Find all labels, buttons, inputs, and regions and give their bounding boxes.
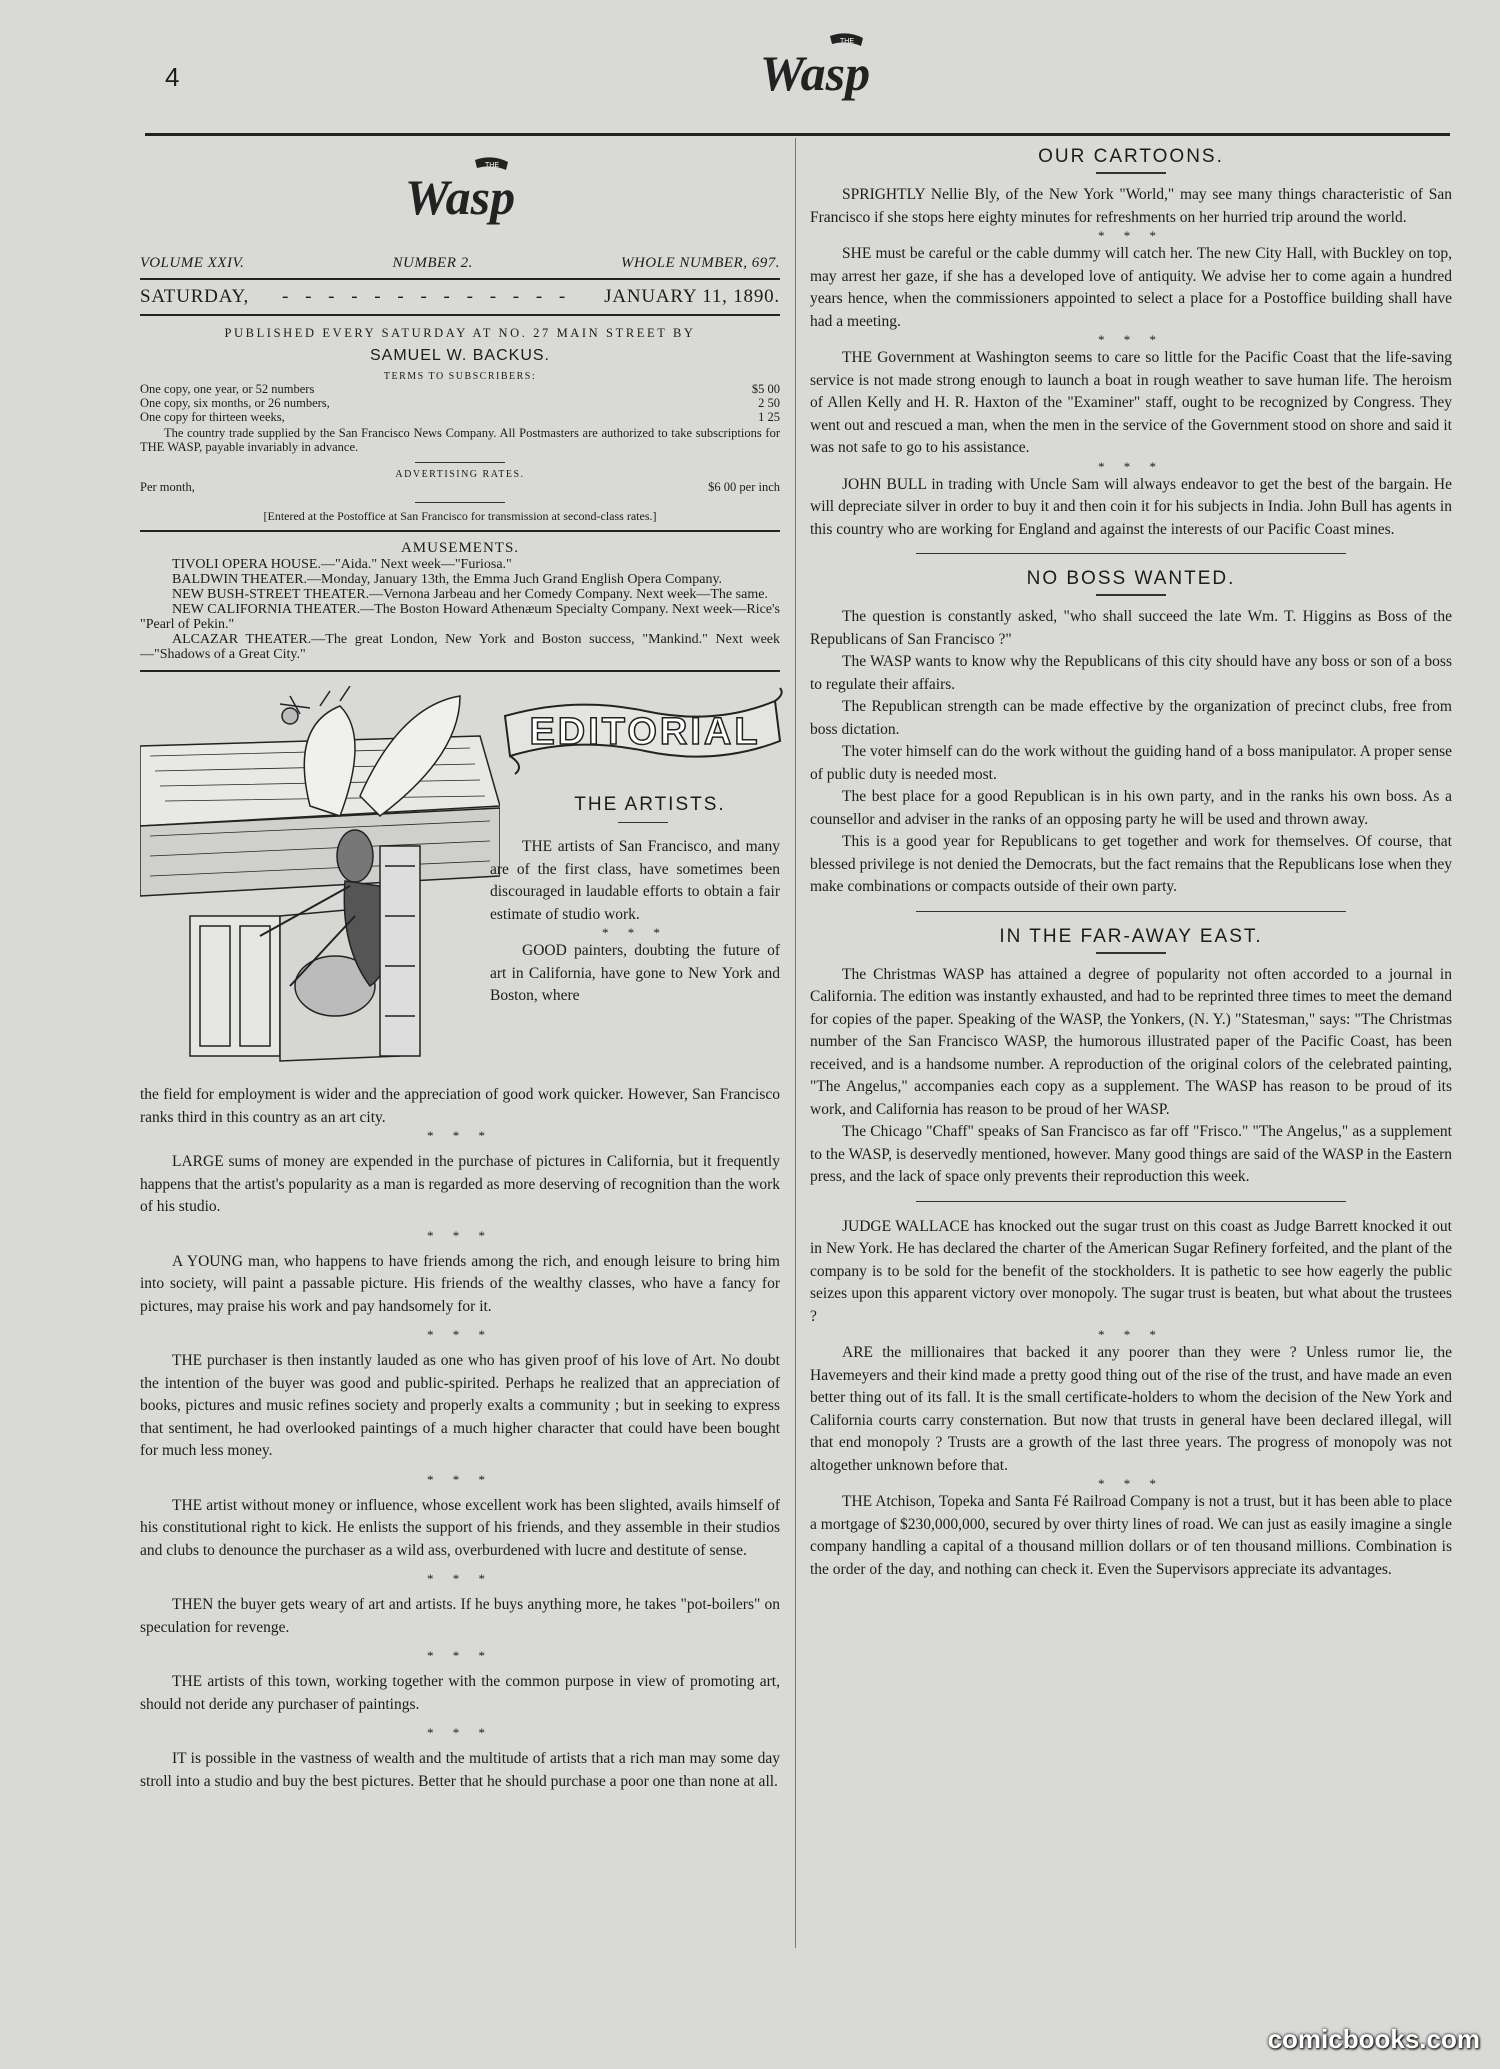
- editorial-illustration: [140, 686, 780, 1084]
- paragraph: THE artist without money or influence, whose excellent work has been slighted, avails himself of his constitutional right to kick. He enlists the support of his friends, and they assemble in their studios and clubs to denounce the purchaser as a wild ass, overburdened with lucre and destitute of sense.: [140, 1496, 780, 1559]
- paragraph: THE Atchison, Topeka and Santa Fé Railroad Company is not a trust, but it has been able to place a mortgage of $230,000,000, secured by over thirty lines of road. We can just as easily imagine a single company handling a capital of a thousand million dollars or of ten thousand millions. Combination is the order of the day, and nothing can check it. Even the Supervisors appreciate its advantages.: [810, 1493, 1452, 1578]
- rule: [140, 314, 780, 316]
- stars: * * *: [1098, 1327, 1164, 1342]
- amusement-item: ALCAZAR THEATER.—The great London, New York and Boston success, "Mankind." Next week—"Shadows of a Great City.": [140, 632, 780, 662]
- watermark: comicbooks.com: [1267, 2024, 1480, 2054]
- date-dashes: - - - - - - - - - - - - -: [282, 286, 572, 307]
- trade-notice: The country trade supplied by the San Francisco News Company. All Postmasters are authorized to take subscriptions for THE WASP, payable invariably in advance.: [140, 426, 780, 454]
- issue-number: NUMBER 2.: [392, 255, 473, 271]
- svg-text:Wasp: Wasp: [404, 169, 516, 225]
- date: JANUARY 11, 1890.: [604, 286, 780, 307]
- stars: * * *: [427, 1471, 493, 1487]
- amusement-item: TIVOLI OPERA HOUSE.—"Aida." Next week—"Furiosa.": [172, 557, 512, 572]
- editorial-banner: [495, 686, 785, 776]
- section-rule: [916, 911, 1346, 912]
- rule: [140, 670, 780, 672]
- mini-rule: [415, 502, 505, 503]
- artists-wrap-text: [490, 836, 780, 1008]
- wasp-editor-drawing: [140, 686, 500, 1066]
- paragraph: THE purchaser is then instantly lauded as one who has given proof of his love of Art. No doubt the intention of the buyer was good and public-spirited. Perhaps he realized that an appreciation of books, pictures and music refines society and properly exalts a community ; but in seeking to express that sentiment, he had overlooked paintings of a much higher character that could have been bought for much less money.: [140, 1352, 780, 1459]
- stars: * * *: [427, 1327, 493, 1342]
- title-rule: [618, 822, 668, 823]
- title-rule: [1096, 952, 1166, 954]
- terms-row: One copy, six months, or 26 numbers, 2 50: [140, 396, 780, 410]
- mini-rule: [415, 462, 505, 463]
- terms-heading: TERMS TO SUBSCRIBERS:: [383, 371, 537, 382]
- advertising-heading: ADVERTISING RATES.: [395, 469, 525, 480]
- header-rule: [145, 133, 1450, 136]
- stars: * * *: [427, 1648, 493, 1663]
- paragraph: THEN the buyer gets weary of art and artists. If he buys anything more, he takes "pot-boilers" on speculation for revenge.: [140, 1596, 780, 1636]
- stars: * * *: [1098, 458, 1164, 474]
- wasp-logo: [735, 28, 895, 123]
- paragraph: The Republican strength can be made effective by the organization of precinct clubs, free from boss dictation.: [810, 698, 1452, 738]
- left-column: [140, 140, 780, 1793]
- paragraph: SPRIGHTLY Nellie Bly, of the New York "World," may see many things characteristic of San Francisco if she stops here eighty minutes for refreshments on her hurried trip around the world.: [810, 186, 1452, 226]
- stars: * * *: [427, 1227, 493, 1243]
- column-divider: [795, 138, 796, 1948]
- whole-number: WHOLE NUMBER, 697.: [620, 255, 780, 271]
- title-rule: [1096, 172, 1166, 174]
- paragraph: This is a good year for Republicans to get together and work for themselves. Of course, that blessed privilege is not denied the Democrats, but the fact remains that the Republicans lose when they make combinations or compacts outside of their own party.: [810, 833, 1452, 895]
- amusements-title: AMUSEMENTS.: [400, 540, 520, 556]
- section-rule: [916, 553, 1346, 554]
- paragraph: IT is possible in the vastness of wealth and the multitude of artists that a rich man may some day stroll into a studio and buy the best pictures. Better that he should purchase a poor one than none at all.: [140, 1750, 780, 1790]
- amusement-item: BALDWIN THEATER.—Monday, January 13th, the Emma Juch Grand English Opera Company.: [172, 572, 723, 587]
- paragraph: A YOUNG man, who happens to have friends among the rich, and enough leisure to bring him into society, will paint a passable picture. His friends of the wealthy classes, who have a fancy for pictures, may praise his work and pay handsomely for it.: [140, 1252, 780, 1315]
- paragraph: LARGE sums of money are expended in the purchase of pictures in California, but it frequently happens that the artist's popularity as a man is regarded as more deserving of recognition than the work of his studio.: [140, 1153, 780, 1215]
- paragraph: The Chicago "Chaff" speaks of San Francisco as far off "Frisco." "The Angelus," as a supplement to the WASP, is deservedly mentioned, however. Many good things are said of the WASP in the Eastern press, and the lack of space only prevents their reproduction this week.: [810, 1123, 1453, 1185]
- publisher: SAMUEL W. BACKUS.: [370, 347, 550, 364]
- day: SATURDAY,: [140, 286, 250, 307]
- amusement-item: NEW CALIFORNIA THEATER.—The Boston Howard Athenæum Specialty Company. Next week—Rice's "Pearl of Pekin.": [140, 602, 780, 632]
- paragraph: JOHN BULL in trading with Uncle Sam will always endeavor to get the best of the bargain. He will depreciate silver in order to buy it and then coin it for his subjects in India. John Bull has agents in this country who are working for England and against the interests of our Pacific Coast mines.: [810, 475, 1452, 538]
- stars: * * *: [1098, 228, 1164, 243]
- rule: [140, 530, 780, 532]
- section-rule: [916, 1201, 1346, 1202]
- svg-text:EDITORIAL: EDITORIAL: [529, 711, 761, 753]
- terms-row: One copy for thirteen weeks, 1 25: [140, 410, 780, 424]
- our-cartoons-title: OUR CARTOONS.: [1038, 146, 1224, 167]
- stars: * * *: [427, 1725, 493, 1740]
- stars: * * *: [427, 1571, 493, 1586]
- page-number: 4: [165, 62, 180, 92]
- stars: * * *: [1098, 1476, 1164, 1491]
- stars: * * *: [427, 1128, 493, 1143]
- paragraph: THE artists of this town, working together with the common purpose in view of promoting art, should not deride any purchaser of paintings.: [140, 1673, 780, 1713]
- paragraph: THE Government at Washington seems to care so little for the Pacific Coast that the life-saving service is not made strong enough to launch a boat in rough weather to save human life. The heroism of Allen Kelly and H. R. Haxton of the "Examiner" staff, ought to be recognized by Congress. They went out and rescued a man, when the men in the service of the Government stood on shore and said it was not safe to go to his assistance.: [810, 349, 1452, 456]
- paragraph: The voter himself can do the work without the guiding hand of a boss manipulator. A proper sense of public duty is needed most.: [810, 743, 1452, 783]
- date-line: [140, 286, 780, 308]
- postoffice-notice: [Entered at the Postoffice at San Francisco for transmission at second-class rates.]: [263, 509, 657, 523]
- volume: VOLUME XXIV.: [140, 255, 245, 271]
- paragraph: THE artists of San Francisco, and many are of the first class, have sometimes been discouraged in laudable efforts to obtain a fair estimate of studio work.: [490, 838, 780, 923]
- published-line: PUBLISHED EVERY SATURDAY AT NO. 27 MAIN STREET BY: [224, 326, 696, 340]
- terms-row: One copy, one year, or 52 numbers $5 00: [140, 382, 780, 396]
- far-away-east-title: IN THE FAR-AWAY EAST.: [999, 925, 1263, 947]
- svg-text:THE: THE: [840, 38, 854, 45]
- paragraph: GOOD painters, doubting the future of art in California, have gone to New York and Boston, where: [490, 942, 780, 1004]
- title-rule: [1096, 594, 1166, 596]
- paragraph: SHE must be careful or the cable dummy will catch her. The new City Hall, with Buckley on top, may arrest her gaze, if she has a developed love of antiquity. We advise her to come again a hundred years hence, when the commissioners appointed to select a place for a Postoffice building shall have had a meeting.: [810, 245, 1452, 330]
- advertising-row: Per month, $6 00 per inch: [140, 480, 780, 494]
- stars: * * *: [602, 925, 668, 940]
- no-boss-title: NO BOSS WANTED.: [1026, 568, 1236, 589]
- paragraph: The best place for a good Republican is in his own party, and in the ranks his own boss. As a counsellor and adviser in the ranks of an opposing party he will be used and thrown away.: [810, 788, 1452, 828]
- paragraph: ARE the millionaires that backed it any poorer than they were ? Unless rumor lie, the Havemeyers and their kind made a pretty good thing out of the rise of the trust, and have made an even better thing out of its fall. It is the small certificate-holders to whom the decision of the New York and California courts carry consternation. But now that trusts in general have been declared illegal, will that end monopoly ? Trusts are a growth of the last three years. The progress of monopoly was not altogether unknown before that.: [810, 1344, 1452, 1474]
- paragraph: The question is constantly asked, "who shall succeed the late Wm. T. Higgins as Boss of the Republicans of San Francisco ?": [810, 608, 1452, 648]
- stars: * * *: [1098, 332, 1164, 347]
- volume-line: [140, 255, 780, 272]
- paragraph: The WASP wants to know why the Republicans of this city should have any boss or son of a boss to regulate their affairs.: [810, 653, 1452, 693]
- paragraph: JUDGE WALLACE has knocked out the sugar trust on this coast as Judge Barrett knocked it out in New York. He has declared the charter of the American Sugar Refinery forfeited, and the plant of the company is to be sold for the benefit of the stockholders. It is pathetic to see how eagerly the public seizes upon this apparent victory over monopoly. The sugar trust is beaten, but what about the trustees ?: [810, 1217, 1452, 1325]
- rule: [140, 278, 780, 280]
- paragraph: the field for employment is wider and the appreciation of good work quicker. However, San Francisco ranks third in this country as an art city.: [140, 1086, 780, 1126]
- svg-text:THE: THE: [485, 162, 499, 169]
- right-column: [810, 140, 1452, 1581]
- svg-text:Wasp: Wasp: [759, 45, 871, 101]
- wasp-logo-small: [380, 150, 540, 245]
- paragraph: The Christmas WASP has attained a degree of popularity not often accorded to a journal in California. The edition was instantly exhausted, and had to be reprinted three times to meet the demand for copies of the paper. Speaking of the WASP, the Yonkers, (N. Y.) "Statesman," says: "The Christmas number of the San Francisco WASP, the humorous illustrated paper of the Pacific Coast, has been received, and is a handsome number. A reproduction of the original colors of the celebrated painting, "The Angelus," accompanies each copy as a supplement. The WASP has reason to be proud of its work, and California has reason to be proud of her WASP.: [810, 965, 1452, 1118]
- artists-title: THE ARTISTS.: [574, 794, 726, 815]
- amusement-item: NEW BUSH-STREET THEATER.—Vernona Jarbeau and her Comedy Company. Next week—The same.: [172, 587, 768, 602]
